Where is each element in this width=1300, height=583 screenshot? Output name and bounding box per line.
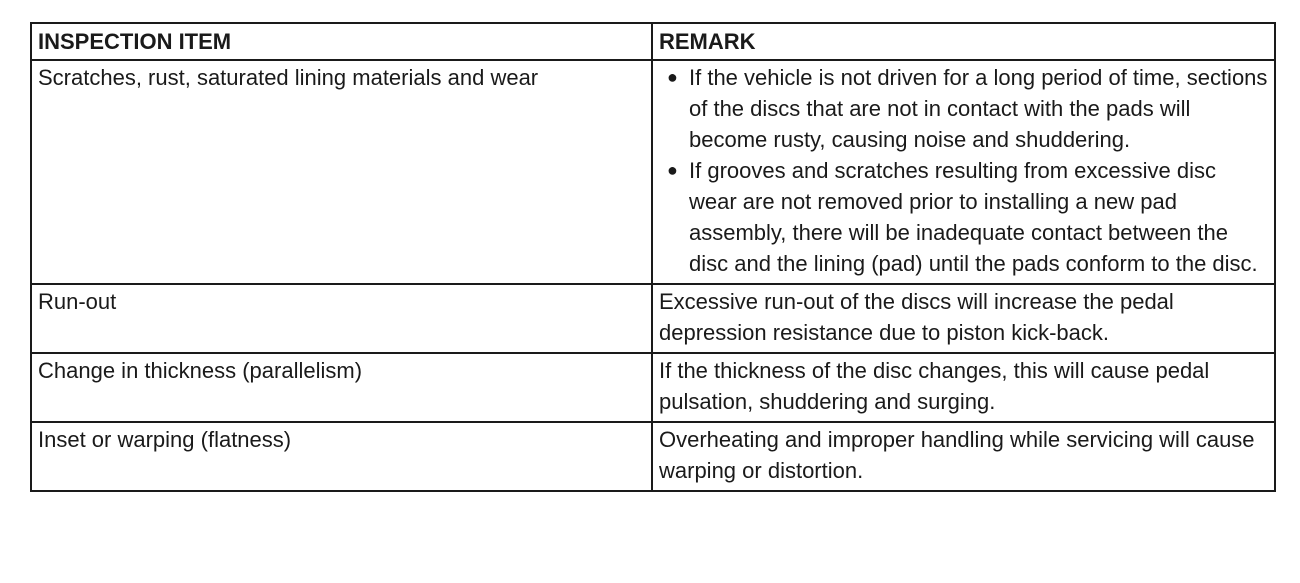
inspection-item-cell: Inset or warping (flatness)	[31, 422, 652, 491]
header-inspection-item: INSPECTION ITEM	[31, 23, 652, 60]
remark-cell: Overheating and improper handling while servicing will cause warping or distortion.	[652, 422, 1275, 491]
remark-bullet-item	[667, 62, 1268, 155]
inspection-item-cell: Change in thickness (parallelism)	[31, 353, 652, 422]
header-remark: REMARK	[652, 23, 1275, 60]
inspection-table	[30, 22, 1276, 492]
table-row	[31, 60, 1275, 284]
inspection-item-cell: Scratches, rust, saturated lining materials and wear	[31, 60, 652, 284]
table-row	[31, 284, 1275, 353]
table-row	[31, 422, 1275, 491]
remark-cell: Excessive run-out of the discs will increase the pedal depression resistance due to piston kick-back.	[652, 284, 1275, 353]
bullet-icon: ●	[667, 160, 678, 180]
remark-bullet-list	[659, 62, 1268, 279]
inspection-table-container	[30, 22, 1274, 492]
table-header-row	[31, 23, 1275, 60]
inspection-item-cell: Run-out	[31, 284, 652, 353]
bullet-icon: ●	[667, 67, 678, 87]
remark-bullet-text: If grooves and scratches resulting from excessive disc wear are not removed prior to installing a new pad assembly, there will be inadequate contact between the disc and the lining (pad) until the pads conform to the disc.	[689, 158, 1258, 276]
remark-bullet-text: If the vehicle is not driven for a long period of time, sections of the discs that are not in contact with the pads will become rusty, causing noise and shuddering.	[689, 65, 1268, 152]
remark-bullet-item	[667, 155, 1268, 279]
table-row	[31, 353, 1275, 422]
remark-cell: If the thickness of the disc changes, this will cause pedal pulsation, shuddering and surging.	[652, 353, 1275, 422]
remark-cell	[652, 60, 1275, 284]
